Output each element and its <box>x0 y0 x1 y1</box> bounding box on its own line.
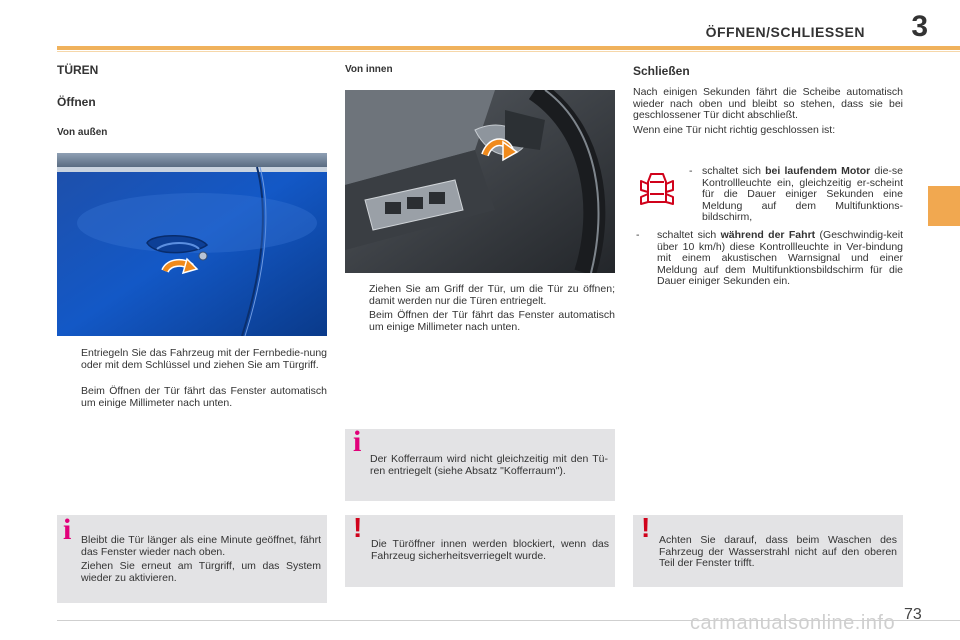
list-dash-1: - <box>689 165 693 177</box>
warning-icon: ! <box>641 512 651 543</box>
chapter-side-tab <box>928 186 960 226</box>
list-item-bold: bei laufendem Motor <box>765 165 871 177</box>
close-paragraph-1: Nach einigen Sekunden fährt die Scheibe automatisch wieder nach oben und bleibt so stehen, dass sie bei geschlossener Tür dicht abschließt. <box>633 86 903 121</box>
subheading-outside: Von außen <box>57 127 108 138</box>
info-box-window-timeout <box>57 515 327 603</box>
list-item-bold: während der Fahrt <box>720 229 816 241</box>
close-paragraph-2: Wenn eine Tür nicht richtig geschlossen ist: <box>633 124 836 136</box>
header-rule-thin <box>57 51 960 52</box>
list-dash-2: - <box>636 229 640 241</box>
list-item-text: die-se Kontrollleuchte ein, gleichzeitig er-scheint für die Dauer einiger Sekunden eine Meldung auf dem Multifunktions-bildschirm, <box>702 165 903 223</box>
door-open-warning-lamp-icon <box>636 166 678 210</box>
info-text-1: Bleibt die Tür länger als eine Minute geöffnet, fährt das Fenster wieder nach oben. <box>81 534 321 558</box>
subheading-open: Öffnen <box>57 95 96 109</box>
photo-door-outside <box>57 153 327 336</box>
info-box-boot <box>345 425 615 501</box>
chapter-title: ÖFFNEN/SCHLIESSEN <box>705 24 865 40</box>
note-window-inside: Beim Öffnen der Tür fährt das Fenster automatisch um einige Millimeter nach unten. <box>369 309 615 333</box>
warning-icon: ! <box>353 512 363 543</box>
info-text-boot: Der Kofferraum wird nicht gleichzeitig mit den Tü-ren entriegelt (siehe Absatz "Kofferraum"). <box>370 453 608 477</box>
bullet-text-inside: Ziehen Sie am Griff der Tür, um die Tür zu öffnen; damit werden nur die Türen entriegelt. <box>369 283 615 307</box>
page-number: 73 <box>904 606 922 623</box>
info-icon: i <box>63 513 72 546</box>
list-item-engine-running <box>702 166 903 224</box>
note-window-outside: Beim Öffnen der Tür fährt das Fenster automatisch um einige Millimeter nach unten. <box>81 385 327 409</box>
bullet-text-outside: Entriegeln Sie das Fahrzeug mit der Fernbedie-nung oder mit dem Schlüssel und ziehen Sie am Türgriff. <box>81 347 327 371</box>
watermark-text: carmanualsonline.info <box>690 612 896 634</box>
section-heading-doors: TÜREN <box>57 63 99 77</box>
list-item-text: schaltet sich <box>702 165 766 177</box>
warning-text-deadlock: Die Türöffner innen werden blockiert, wenn das Fahrzeug sicherheitsverriegelt wurde. <box>371 538 609 562</box>
list-item-driving <box>657 230 903 288</box>
warning-text-washing: Achten Sie darauf, dass beim Waschen des Fahrzeug der Wasserstrahl nicht auf den oberen Teil der Fenster trifft. <box>659 534 897 569</box>
warning-box-deadlock <box>345 512 615 587</box>
subheading-close: Schließen <box>633 64 690 78</box>
info-text-2: Ziehen Sie erneut am Türgriff, um das System wieder zu aktivieren. <box>81 560 321 584</box>
door-interior-illustration <box>345 90 615 273</box>
header-rule <box>57 46 960 50</box>
chapter-number: 3 <box>911 10 928 43</box>
car-doors-icon <box>636 166 678 210</box>
door-exterior-illustration <box>57 153 327 336</box>
info-icon: i <box>353 425 362 458</box>
list-item-text: (Geschwindig-keit über 10 km/h) diese Kontrollleuchte in Ver-bindung mit einem akustischen Warnsignal und einer Meldung auf dem Multifunktionsbildschirm für die Dauer einiger Sekunden ein. <box>657 229 903 287</box>
warning-box-washing <box>633 512 903 587</box>
subheading-inside: Von innen <box>345 64 393 75</box>
photo-door-inside <box>345 90 615 273</box>
list-item-text: schaltet sich <box>657 229 721 241</box>
